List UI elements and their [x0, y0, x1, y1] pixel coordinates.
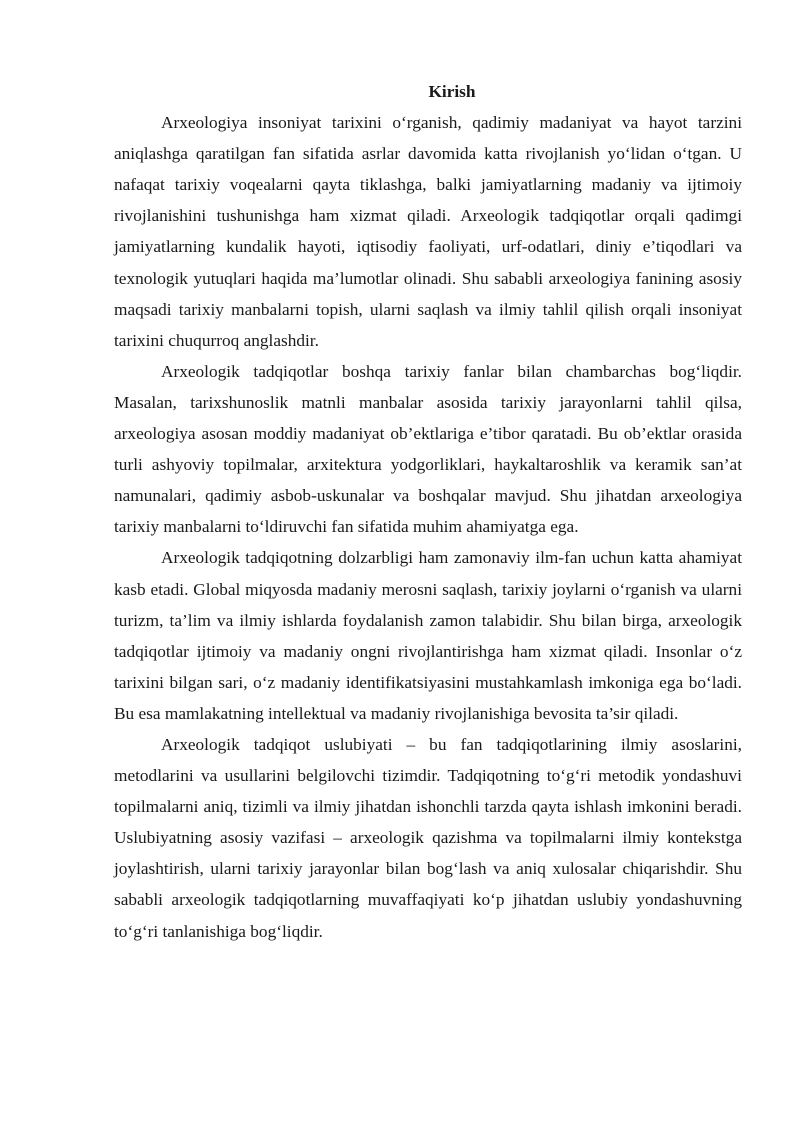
paragraph-4: Arxeologik tadqiqot uslubiyati – bu fan tadqiqotlarining ilmiy asoslarini, metodlarini va usullarini belgilovchi tizimdir. Tadqiqotning to‘g‘ri metodik yondashuvi topilmalarni aniq, tizimli va ilmiy jihatdan ishonchli tarzda qayta ishlash imkonini beradi. Uslubiyatning asosiy vazifasi – arxeologik qazishma va topilmalarni ilmiy kontekstga joylashtirish, ularni tarixiy jarayonlar bilan bog‘lash va aniq xulosalar chiqarishdir. Shu sababli arxeologik tadqiqotlarning muvaffaqiyati ko‘p jihatdan uslubiy yondashuvning to‘g‘ri tanlanishiga bog‘liqdir. — [114, 734, 742, 941]
paragraph-1: Arxeologiya insoniyat tarixini o‘rganish, qadimiy madaniyat va hayot tarzini aniqlashga qaratilgan fan sifatida asrlar davomida katta rivojlanish yo‘lidan o‘tgan. U nafaqat tarixiy voqealarni qayta tiklashga, balki jamiyatlarning madaniy va ijtimoiy rivojlanishini tushunishga ham xizmat qiladi. Arxeologik tadqiqotlar orqali qadimgi jamiyatlarning kundalik hayoti, iqtisodiy faoliyati, urf-odatlari, diniy e’tiqodlari va texnologik yutuqlari haqida ma’lumotlar olinadi. Shu sababli arxeologiya fanining asosiy maqsadi tarixiy manbalarni topish, ularni saqlash va ilmiy tahlil qilish orqali insoniyat tarixini chuqurroq anglashdir. — [114, 113, 742, 350]
page-title: Kirish — [428, 82, 476, 101]
paragraph-2: Arxeologik tadqiqotlar boshqa tarixiy fanlar bilan chambarchas bog‘liqdir. Masalan, tarixshunoslik matnli manbalar asosida tarixiy jarayonlarni tahlil qilsa, arxeologiya asosan moddiy madaniyat ob’ektlariga e’tibor qaratadi. Bu ob’ektlar orasida turli ashyoviy topilmalar, arxitektura yodgorliklari, haykaltaroshlik va keramik san’at namunalari, qadimiy asbob-uskunalar va boshqalar mavjud. Shu jihatdan arxeologiya tarixiy manbalarni to‘ldiruvchi fan sifatida muhim ahamiyatga ega. — [114, 361, 742, 537]
document-body — [114, 76, 742, 947]
paragraph-3: Arxeologik tadqiqotning dolzarbligi ham zamonaviy ilm-fan uchun katta ahamiyat kasb etadi. Global miqyosda madaniy merosni saqlash, tarixiy joylarni o‘rganish va ularni turizm, ta’lim va ilmiy ishlarda foydalanish zamon talabidir. Shu bilan birga, arxeologik tadqiqotlar ijtimoiy va madaniy ongni rivojlantirishga ham xizmat qiladi. Insonlar o‘z tarixini bilgan sari, o‘z madaniy identifikatsiyasini mustahkamlash imkoniga ega bo‘ladi. Bu esa mamlakatning intellektual va madaniy rivojlanishiga bevosita ta’sir qiladi. — [114, 548, 742, 723]
